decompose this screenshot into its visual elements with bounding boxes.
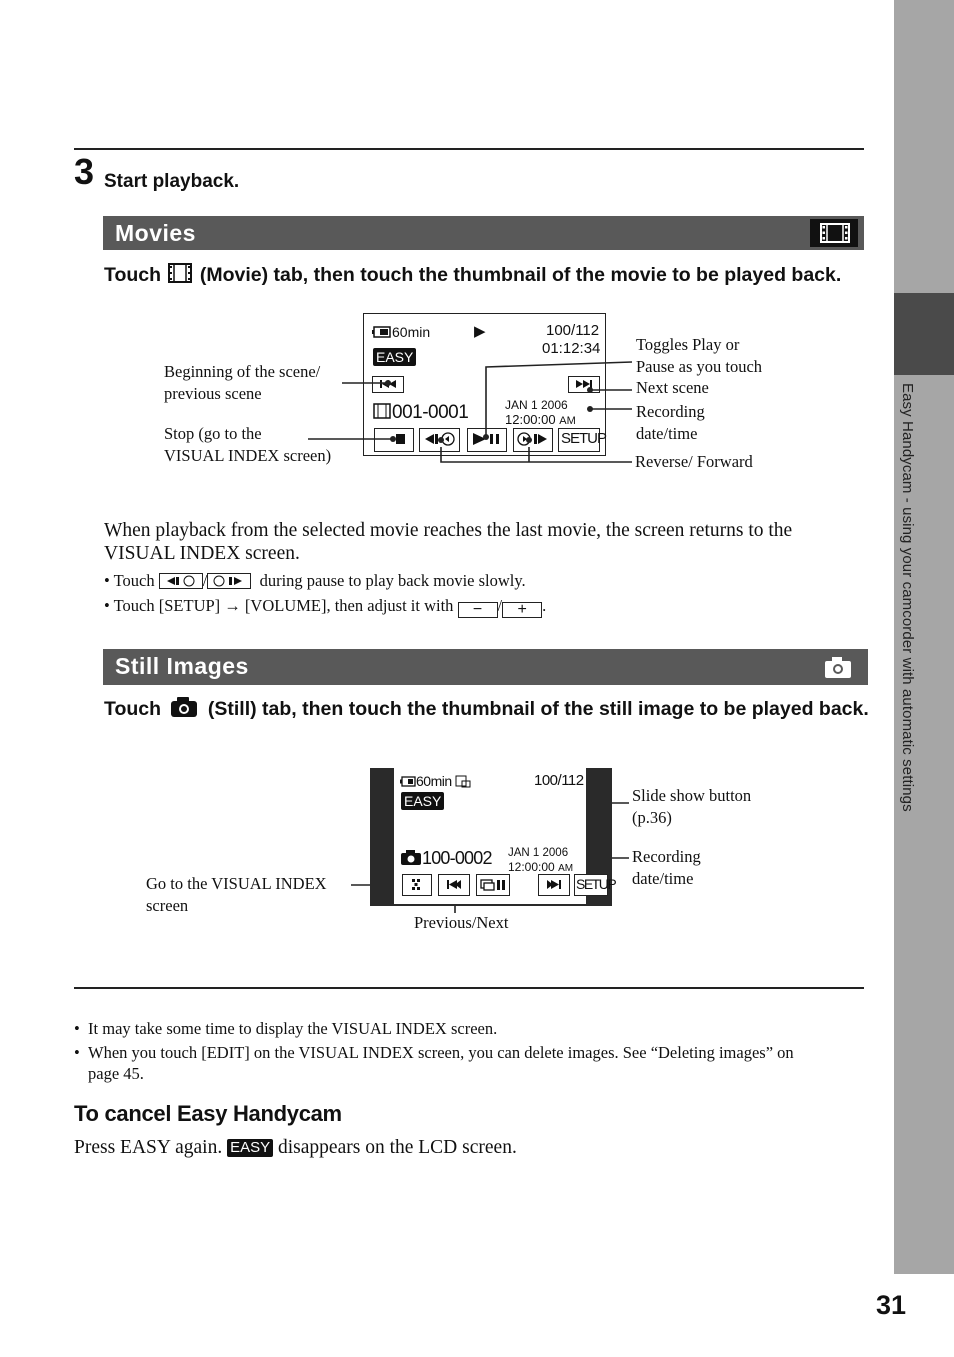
bullet-volume: • Touch [SETUP] → [VOLUME], then adjust it with − / + .: [104, 596, 547, 618]
callout-toggle: Toggles Play or Pause as you touch: [636, 335, 763, 376]
movies-heading: Movies: [115, 220, 196, 246]
recording-date: JAN 1 2006: [508, 847, 569, 859]
movie-file-number: 001-0001: [372, 402, 468, 424]
still-heading-bar: [103, 649, 868, 685]
forward-key-icon: [207, 573, 251, 589]
callout-previous-next: Previous/Next: [414, 913, 509, 932]
next-icon: [539, 875, 569, 894]
recording-time: 12:00:00 AM: [505, 412, 576, 427]
note-delete-images: • When you touch [EDIT] on the VISUAL INDEX screen, you can delete images. See “Deleting images” on: [74, 1043, 794, 1062]
step-title: Start playback.: [104, 171, 240, 192]
volume-down-key: −: [458, 602, 498, 618]
setup-button[interactable]: SETUP: [574, 874, 608, 896]
still-lcd-screen: [394, 768, 616, 904]
note-visual-index: • It may take some time to display the VISUAL INDEX screen.: [74, 1019, 498, 1038]
callout-visual-index: Go to the VISUAL INDEX screen: [146, 874, 327, 915]
bullet-slow-playback: • Touch / during pause to play back movie slowly.: [104, 571, 526, 590]
still-file-number: 100-0002: [400, 848, 492, 869]
movies-instruction: Touch (Movie) tab, then touch the thumbnail of the movie to be played back.: [104, 261, 884, 292]
still-lcd-frame: [370, 768, 616, 906]
easy-indicator: EASY: [401, 792, 444, 810]
callout-next-scene: Next scene: [636, 378, 709, 397]
movies-note: When playback from the selected movie reaches the last movie, the screen returns to the VISUAL INDEX screen.: [104, 520, 793, 564]
callout-beginning: Beginning of the scene/ previous scene: [164, 362, 321, 403]
still-heading: Still Images: [115, 653, 249, 679]
recording-date: JAN 1 2006: [505, 398, 568, 412]
setup-button[interactable]: SETUP: [558, 428, 600, 452]
still-instruction: Touch (Still) tab, then touch the thumbnail of the still image to be played back.: [104, 695, 874, 726]
next-image-button[interactable]: [538, 874, 570, 896]
cancel-text: Press EASY again. EASY disappears on the LCD screen.: [74, 1137, 517, 1158]
slide-show-icon: [477, 875, 509, 894]
scene-counter: 100/112: [546, 322, 600, 339]
note-page-ref: page 45.: [88, 1064, 144, 1083]
battery-indicator: 60min: [400, 773, 471, 789]
index-grid-icon: [403, 875, 431, 894]
bottom-rule: [74, 987, 864, 989]
easy-indicator: EASY: [373, 348, 416, 366]
callout-recording: Recording date/time: [636, 402, 705, 443]
battery-icon: [400, 776, 416, 787]
callout-stop: Stop (go to the VISUAL INDEX screen): [164, 424, 332, 465]
previous-icon: [439, 875, 469, 894]
easy-badge: EASY: [227, 1139, 273, 1157]
camera-icon: [400, 849, 422, 865]
callout-reverse-forward: Reverse/ Forward: [635, 452, 753, 471]
camera-icon: [170, 696, 198, 726]
step-number: 3: [74, 151, 95, 192]
play-status: ▶: [474, 323, 486, 340]
volume-up-key: +: [502, 602, 542, 618]
image-size-icon: [455, 774, 471, 788]
cancel-heading: To cancel Easy Handycam: [74, 1101, 342, 1126]
slide-show-button[interactable]: [476, 874, 510, 896]
elapsed-time: 01:12:34: [542, 340, 601, 357]
previous-image-button[interactable]: [438, 874, 470, 896]
recording-time: 12:00:00 AM: [508, 860, 574, 874]
visual-index-button[interactable]: [402, 874, 432, 896]
page-number: 31: [876, 1290, 907, 1320]
callout-slide-show: Slide show button (p.36): [632, 786, 752, 827]
battery-indicator: 60min: [372, 324, 430, 340]
reverse-key-icon: [159, 573, 203, 589]
image-counter: 100/112: [534, 772, 584, 789]
side-tab-label: Easy Handycam - using your camcorder with automatic settings: [899, 383, 916, 812]
callout-recording-still: Recording date/time: [632, 847, 701, 888]
camera-icon: [814, 653, 862, 681]
